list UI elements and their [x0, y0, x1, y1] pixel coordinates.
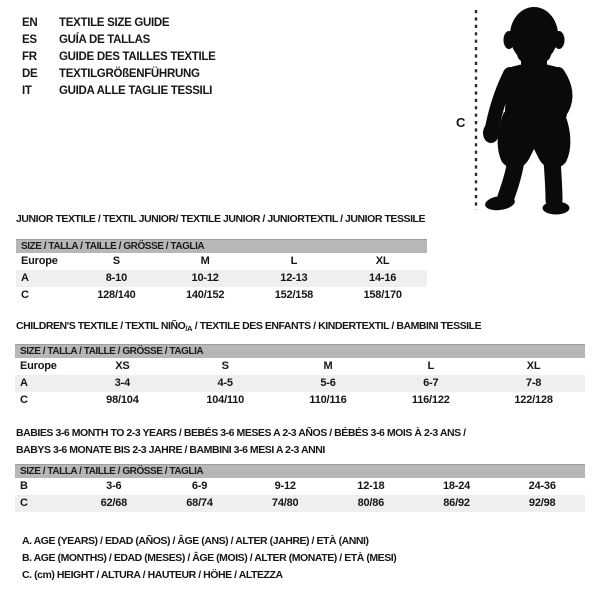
- value-cell: 74/80: [271, 497, 299, 509]
- babies-size-table: [15, 464, 585, 512]
- language-code: EN: [22, 17, 38, 29]
- value-cell: 12-18: [357, 480, 385, 492]
- language-code: DE: [22, 68, 38, 80]
- babies-section-title: [16, 425, 466, 459]
- language-list: [22, 15, 216, 100]
- size-header-bar: SIZE / TALLA / TAILLE / GRÖSSE / TAGLIA: [15, 464, 585, 478]
- value-cell: 5-6: [320, 377, 336, 389]
- value-cell: 18-24: [442, 480, 471, 492]
- language-row: [22, 49, 216, 66]
- table-body: [15, 478, 585, 512]
- baby-silhouette-image: [448, 2, 600, 217]
- language-row: [22, 66, 216, 83]
- value-cell: 3-4: [114, 377, 131, 389]
- title-text: / TEXTILE DES ENFANTS / KINDERTEXTIL / BAMBINI TESSILE: [192, 320, 482, 332]
- value-cell: XS: [115, 360, 130, 372]
- language-label: TEXTILGRÖßENFÜHRUNG: [59, 68, 200, 80]
- table-row: [15, 358, 585, 375]
- baby-ear-left: [504, 31, 515, 49]
- baby-leg-right: [552, 160, 554, 200]
- table-row: [16, 270, 427, 287]
- title-text: CHILDREN'S TEXTILE / TEXTIL NIÑO: [16, 320, 186, 332]
- value-cell: 80/86: [357, 497, 385, 509]
- language-label: GUIDA ALLE TAGLIE TESSILI: [59, 85, 213, 97]
- value-cell: S: [221, 360, 229, 372]
- size-header-bar: SIZE / TALLA / TAILLE / GRÖSSE / TAGLIA: [15, 344, 585, 358]
- value-cell: XL: [375, 255, 390, 267]
- footnote-list: [22, 533, 396, 584]
- row-label-cell: A: [20, 377, 28, 389]
- footnote-a: A. AGE (YEARS) / EDAD (AÑOS) / ÂGE (ANS) / ALTER (JAHRE) / ETÀ (ANNI): [22, 535, 369, 547]
- title-subscript: /A: [185, 324, 193, 333]
- title-line: BABYS 3-6 MONATE BIS 2-3 JAHRE / BAMBINI 3-6 MESI A 2-3 ANNI: [16, 444, 325, 456]
- table-body: [16, 253, 427, 304]
- baby-leg-left: [506, 160, 516, 197]
- value-cell: 116/122: [411, 394, 450, 406]
- language-row: [22, 83, 216, 100]
- junior-size-table: [16, 239, 427, 304]
- table-row: [15, 375, 585, 392]
- junior-section-title: JUNIOR TEXTILE / TEXTIL JUNIOR/ TEXTILE JUNIOR / JUNIORTEXTIL / JUNIOR TESSILE: [16, 213, 426, 225]
- footnote-b: B. AGE (MONTHS) / EDAD (MESES) / ÂGE (MOIS) / ALTER (MONATE) / ETÀ (MESI): [22, 552, 397, 564]
- value-cell: L: [290, 255, 298, 267]
- value-cell: 14-16: [369, 272, 397, 284]
- row-label-cell: A: [21, 272, 29, 284]
- baby-silhouette: [483, 7, 570, 215]
- children-size-table: [15, 344, 585, 409]
- baby-arm-right: [558, 74, 565, 109]
- value-cell: 3-6: [106, 480, 122, 492]
- language-label: TEXTILE SIZE GUIDE: [59, 17, 170, 29]
- baby-foot-right: [543, 202, 570, 215]
- value-cell: S: [112, 255, 120, 267]
- table-body: [15, 358, 585, 409]
- value-cell: 98/104: [106, 394, 139, 406]
- value-cell: L: [427, 360, 435, 372]
- value-cell: 92/98: [528, 497, 556, 509]
- language-label: GUIDE DES TAILLES TEXTILE: [59, 51, 216, 63]
- language-row: [22, 15, 216, 32]
- value-cell: 140/152: [185, 289, 225, 301]
- row-label-cell: C: [21, 289, 29, 301]
- value-cell: 12-13: [280, 272, 308, 284]
- table-row: [15, 392, 585, 409]
- row-label-cell: C: [20, 394, 28, 406]
- table-row: [15, 495, 585, 512]
- value-cell: 86/92: [443, 497, 470, 509]
- language-label: GUÍA DE TALLAS: [59, 34, 150, 46]
- value-cell: M: [323, 360, 333, 372]
- value-cell: 6-7: [423, 377, 439, 389]
- footnote-c: C. (cm) HEIGHT / ALTURA / HAUTEUR / HÖHE / ALTEZZA: [22, 569, 283, 581]
- value-cell: 128/140: [97, 289, 136, 301]
- language-code: ES: [22, 34, 37, 46]
- language-code: FR: [22, 51, 37, 63]
- row-label-cell: Europe: [21, 255, 58, 267]
- value-cell: 110/116: [309, 394, 347, 406]
- table-row: [15, 478, 585, 495]
- value-cell: 68/74: [186, 497, 213, 509]
- value-cell: 122/128: [514, 394, 553, 406]
- language-code: IT: [22, 85, 32, 97]
- value-cell: 7-8: [525, 377, 542, 389]
- value-cell: 10-12: [191, 272, 219, 284]
- value-cell: 6-9: [191, 480, 208, 492]
- baby-ear-right: [554, 31, 565, 49]
- row-label-cell: B: [20, 480, 28, 492]
- row-label-cell: Europe: [20, 360, 57, 372]
- value-cell: 62/68: [100, 497, 128, 509]
- height-measure-figure: [448, 2, 600, 217]
- row-label-cell: C: [20, 497, 28, 509]
- value-cell: XL: [526, 360, 541, 372]
- children-section-title: [16, 318, 481, 337]
- language-row: [22, 32, 216, 49]
- value-cell: 4-5: [217, 377, 233, 389]
- value-cell: 9-12: [274, 480, 296, 492]
- title-line: BABIES 3-6 MONTH TO 2-3 YEARS / BEBÉS 3-6 MESES A 2-3 AÑOS / BÉBÉS 3-6 MOIS À 2-3 ANS /: [16, 427, 466, 439]
- value-cell: 158/170: [363, 289, 402, 301]
- value-cell: 24-36: [528, 480, 556, 492]
- height-measure-label: C: [456, 115, 466, 130]
- value-cell: M: [200, 255, 210, 267]
- value-cell: 152/158: [274, 289, 314, 301]
- table-row: [16, 253, 427, 270]
- value-cell: 8-10: [105, 272, 127, 284]
- size-header-bar: SIZE / TALLA / TAILLE / GRÖSSE / TAGLIA: [16, 239, 427, 253]
- value-cell: 104/110: [206, 394, 245, 406]
- table-row: [16, 287, 427, 304]
